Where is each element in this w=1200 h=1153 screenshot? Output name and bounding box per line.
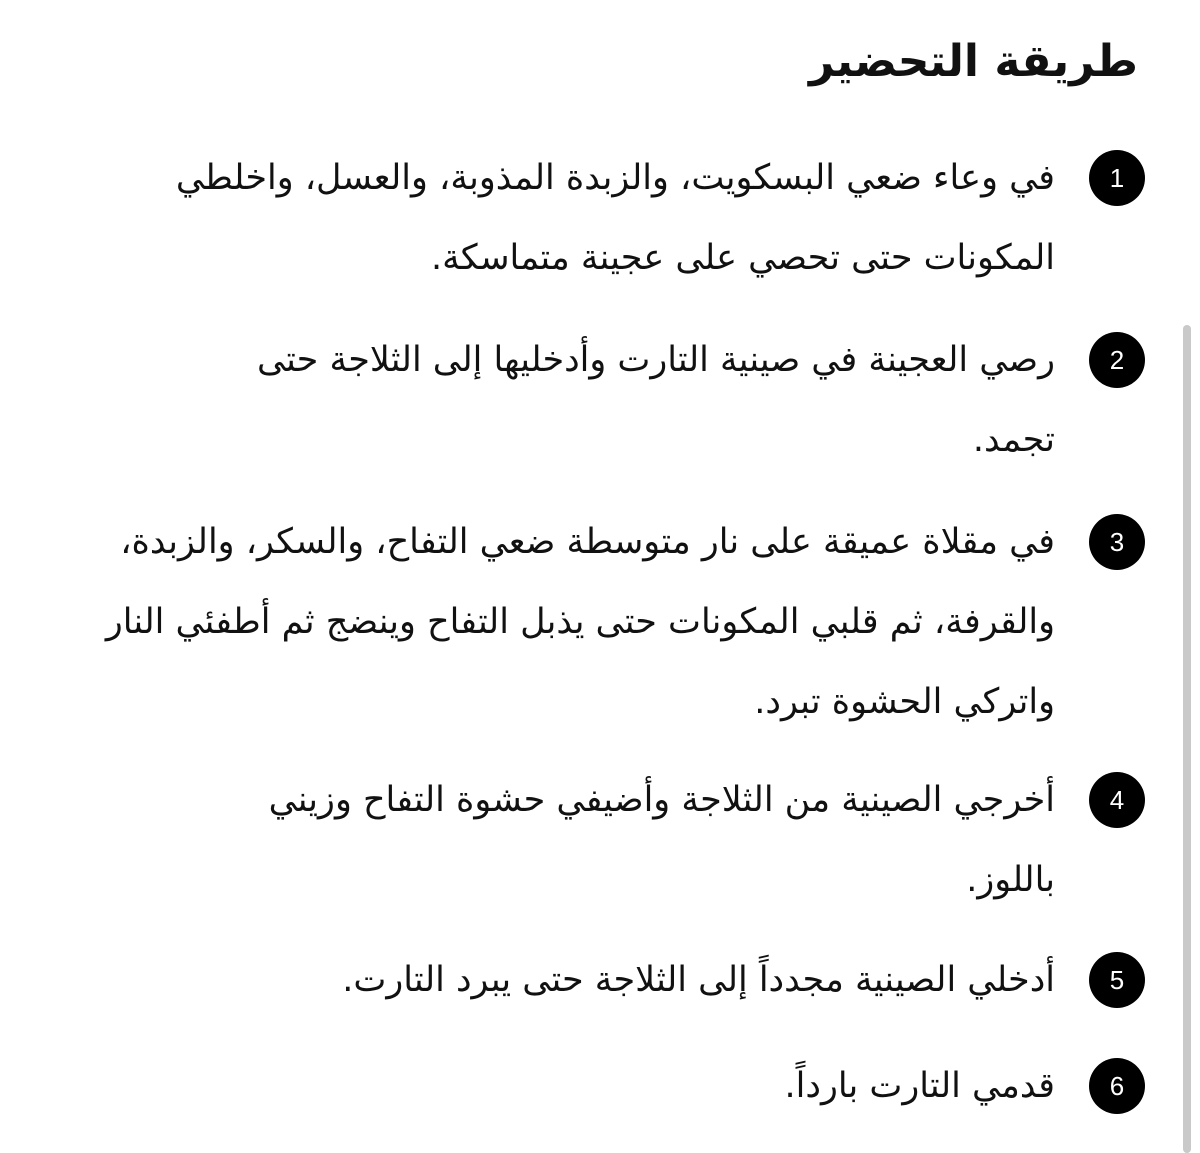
step-text: في وعاء ضعي البسكويت، والزبدة المذوبة، والعسل، واخلطي المكونات حتى تحصي على عجينة متماسكة. (175, 158, 1055, 278)
step-text: رصي العجينة في صينية التارت وأدخليها إلى الثلاجة حتى تجمد. (256, 340, 1055, 460)
step-number-badge: 6 (1089, 1058, 1145, 1114)
step-number-badge: 4 (1089, 772, 1145, 828)
step-text: في مقلاة عميقة على نار متوسطة ضعي التفاح، والسكر، والزبدة، والقرفة، ثم قلبي المكونات حتى يذبل التفاح وينضج ثم أطفئي النار واتركي الحشوة تبرد. (105, 522, 1055, 722)
section-title: طريقة التحضير (809, 36, 1138, 87)
step-text: أخرجي الصينية من الثلاجة وأضيفي حشوة التفاح وزيني باللوز. (268, 780, 1055, 900)
step-text: أدخلي الصينية مجدداً إلى الثلاجة حتى يبرد التارت. (342, 960, 1055, 1000)
step-item-1 (40, 138, 1145, 298)
step-item-6 (40, 1046, 1145, 1126)
vertical-scrollbar[interactable] (1183, 325, 1191, 1153)
step-item-2 (40, 320, 1145, 480)
step-item-3 (40, 502, 1145, 742)
step-item-5 (40, 940, 1145, 1020)
step-number-badge: 3 (1089, 514, 1145, 570)
step-number-badge: 5 (1089, 952, 1145, 1008)
step-item-4 (40, 760, 1145, 920)
step-text: قدمي التارت بارداً. (784, 1066, 1055, 1106)
step-number-badge: 1 (1089, 150, 1145, 206)
step-number-badge: 2 (1089, 332, 1145, 388)
